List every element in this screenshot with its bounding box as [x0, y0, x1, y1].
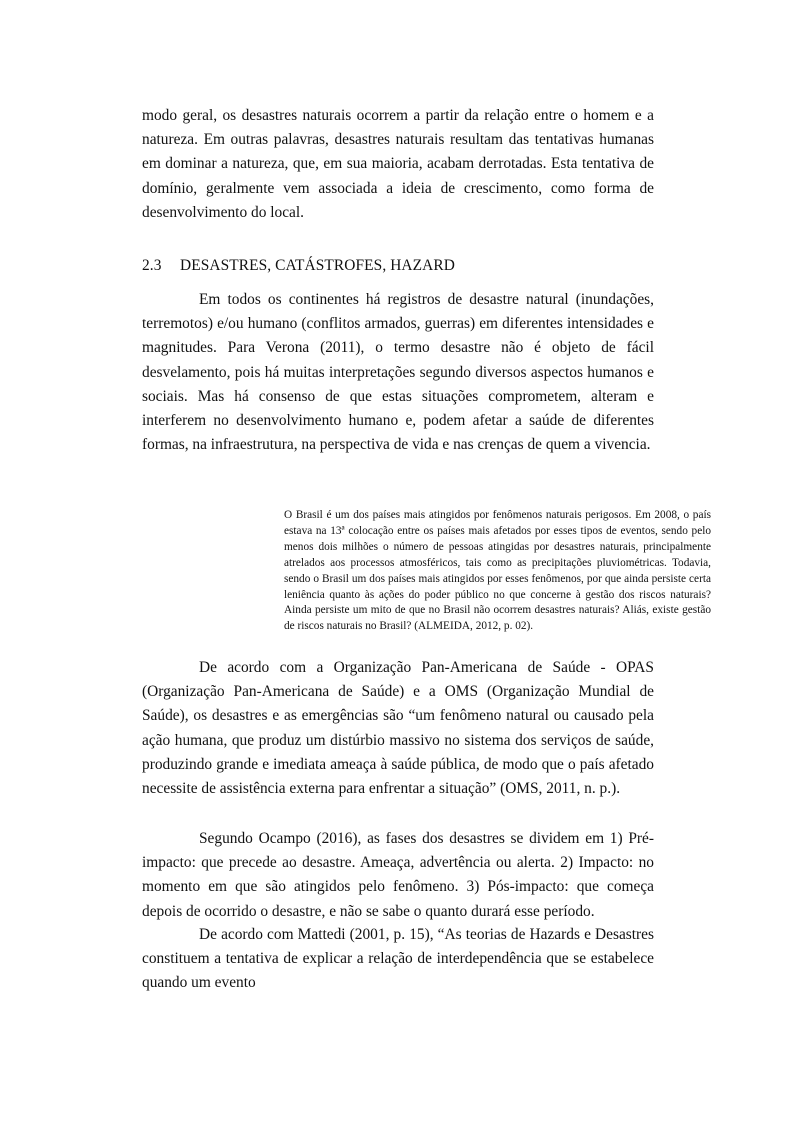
block-quote-almeida: O Brasil é um dos países mais atingidos por fenômenos naturais perigosos. Em 2008, o país estava na 13ª colocação entre os países mais afetados por esses tipos de eventos, sendo pelo menos dois milhões o número de pessoas atingidas por desastres naturais, principalmente atrelados aos processos atmosféricos, tais como as precipitações pluviométricas. Todavia, sendo o Brasil um dos países mais atingidos por esses fenômenos, por que ainda persiste certa leniência quanto às ações do poder público no que concerne à gestão dos riscos naturais? Ainda persiste um mito de que no Brasil não ocorrem desastres naturais? Aliás, existe gestão de riscos naturais no Brasil? (ALMEIDA, 2012, p. 02).	[284, 509, 711, 633]
section-number: 2.3	[142, 257, 162, 274]
paragraph-ocampo-phases: Segundo Ocampo (2016), as fases dos desastres se dividem em 1) Pré-impacto: que precede ao desastre. Ameaça, advertência ou alerta. 2) Impacto: no momento em que são atingidos pelo fenômeno. 3) Pós-impacto: que começa depois de ocorrido o desastre, e não se sabe o quanto durará esse período.	[142, 830, 654, 920]
paragraph-opas-oms: De acordo com a Organização Pan-Americana de Saúde - OPAS (Organização Pan-Americana de Saúde) e a OMS (Organização Mundial de Saúde), os desastres e as emergências são “um fenômeno natural ou causado pela ação humana, que produz um distúrbio massivo no sistema dos serviços de saúde, produzindo grande e imediata ameaça à saúde pública, de modo que o país afetado necessite de assistência externa para enfrentar a situação” (OMS, 2011, n. p.).	[142, 659, 654, 798]
paragraph-continents: Em todos os continentes há registros de desastre natural (inundações, terremotos) e/ou humano (conflitos armados, guerras) em diferentes intensidades e magnitudes. Para Verona (2011), o termo desastre não é objeto de fácil desvelamento, pois há muitas interpretações segundo diversos aspectos humanos e sociais. Mas há consenso de que estas situações comprometem, alteram e interferem no desenvolvimento humano e, podem afetar a saúde de diferentes formas, na infraestrutura, na perspectiva de vida e nas crenças de quem a vivencia.	[142, 291, 654, 454]
paragraph-mattedi: De acordo com Mattedi (2001, p. 15), “As teorias de Hazards e Desastres constituem a tentativa de explicar a relação de interdependência que se estabelece quando um evento	[142, 926, 654, 992]
paragraph-intro-continuation: modo geral, os desastres naturais ocorrem a partir da relação entre o homem e a natureza. Em outras palavras, desastres naturais resultam das tentativas humanas em dominar a natureza, que, em sua maioria, acabam derrotadas. Esta tentativa de domínio, geralmente vem associada a ideia de crescimento, como forma de desenvolvimento do local.	[142, 107, 654, 221]
section-title: DESASTRES, CATÁSTROFES, HAZARD	[180, 257, 455, 274]
section-heading	[142, 254, 455, 278]
